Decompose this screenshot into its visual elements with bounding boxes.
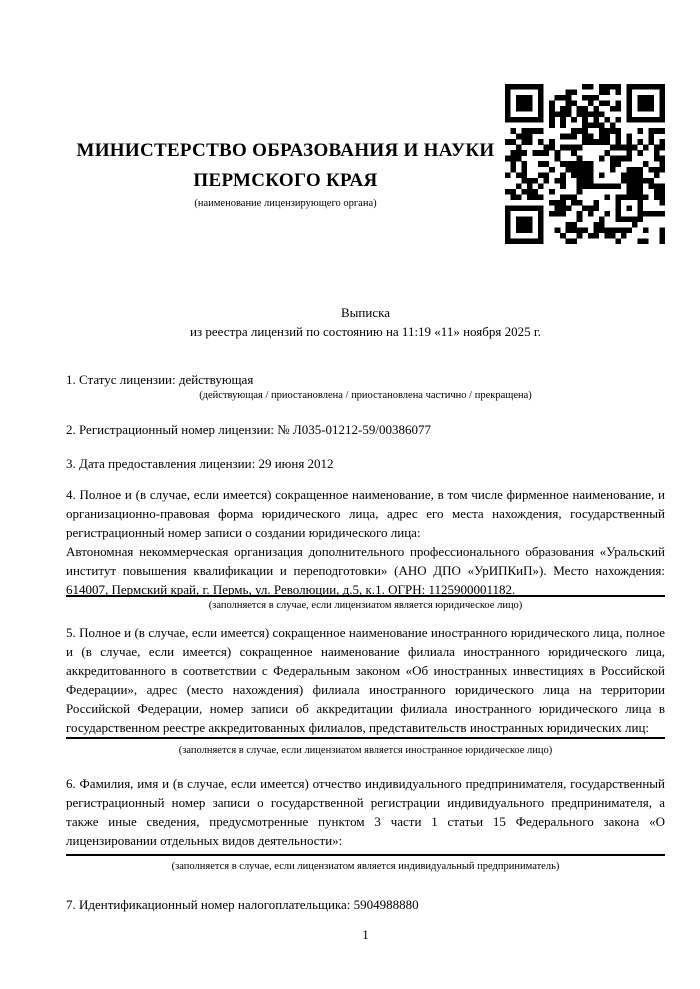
item5-underline	[66, 737, 665, 739]
item6-entrepreneur-question: 6. Фамилия, имя и (в случае, если имеется) отчество индивидуального предпринимателя, государственный регистрационный номер записи о государственной регистрации индивидуального предпринимателя, а также иные сведения, предусмотренные пунктом 3 части 1 статьи 15 Федерального закона «О лицензировании отдельных видов деятельности»:	[66, 776, 665, 848]
item4-legal-entity-value: Автономная некоммерческая организация дополнительного профессионального образования «Уральский институт повышения квалификации и переподготовки» (АНО ДПО «УрИПКиП»). Место нахождения: 614007, Пермский край, г. Пермь, ул. Революции, д.5, к.1. ОГРН: 1125900001182.	[66, 544, 665, 597]
item7-taxpayer-number: 7. Идентификационный номер налогоплательщика: 5904988880	[66, 897, 419, 912]
page-header	[66, 84, 665, 244]
item4-legal-entity-question: 4. Полное и (в случае, если имеется) сокращенное наименование, в том числе фирменное наименование, и организационно-правовая форма юридического лица, адрес его места нахождения, государственный регистрационный номер записи о создании юридического лица:	[66, 487, 665, 540]
item6-note: (заполняется в случае, если лицензиатом является индивидуальный предприниматель)	[171, 861, 560, 872]
page-number: 1	[362, 927, 369, 942]
document-title	[66, 303, 665, 341]
document-title-line2: из реестра лицензий по состоянию на 11:19 «11» ноября 2025 г.	[190, 324, 541, 339]
issuing-authority-block	[66, 84, 505, 211]
ministry-name-line2: ПЕРМСКОГО КРАЯ	[193, 170, 378, 191]
page-content	[66, 0, 665, 914]
item5-note: (заполняется в случае, если лицензиатом является иностранное юридическое лицо)	[178, 745, 553, 756]
document-title-line1: Выписка	[341, 305, 390, 320]
authority-caption: (наименование лицензирующего органа)	[194, 198, 377, 209]
item1-note: (действующая / приостановлена / приостановлена частично / прекращена)	[199, 390, 532, 401]
item5-foreign-entity-question: 5. Полное и (в случае, если имеется) сокращенное наименование иностранного юридического лица, полное и (в случае, если имеется) сокращенное наименование филиала иностранного юридического лица, аккредитованного в соответствии с Федеральным законом «Об иностранных инвестициях в Российской Федерации», адрес (место нахождения) филиала иностранного юридического лица на территории Российской Федерации, номер записи об аккредитации филиала иностранного юридического лица в государственном реестре аккредитованных филиалов, представительств иностранных юридических лиц:	[66, 625, 665, 735]
qr-code-icon	[505, 84, 665, 244]
item3-license-date: 3. Дата предоставления лицензии: 29 июня 2012	[66, 456, 334, 471]
item4-note: (заполняется в случае, если лицензиатом является юридическое лицо)	[208, 600, 523, 611]
item6-underline	[66, 854, 665, 856]
item2-registration-number: 2. Регистрационный номер лицензии: № Л035-01212-59/00386077	[66, 422, 432, 437]
ministry-name-line1: МИНИСТЕРСТВО ОБРАЗОВАНИЯ И НАУКИ	[76, 140, 495, 161]
item1-license-status: 1. Статус лицензии: действующая	[66, 372, 254, 387]
